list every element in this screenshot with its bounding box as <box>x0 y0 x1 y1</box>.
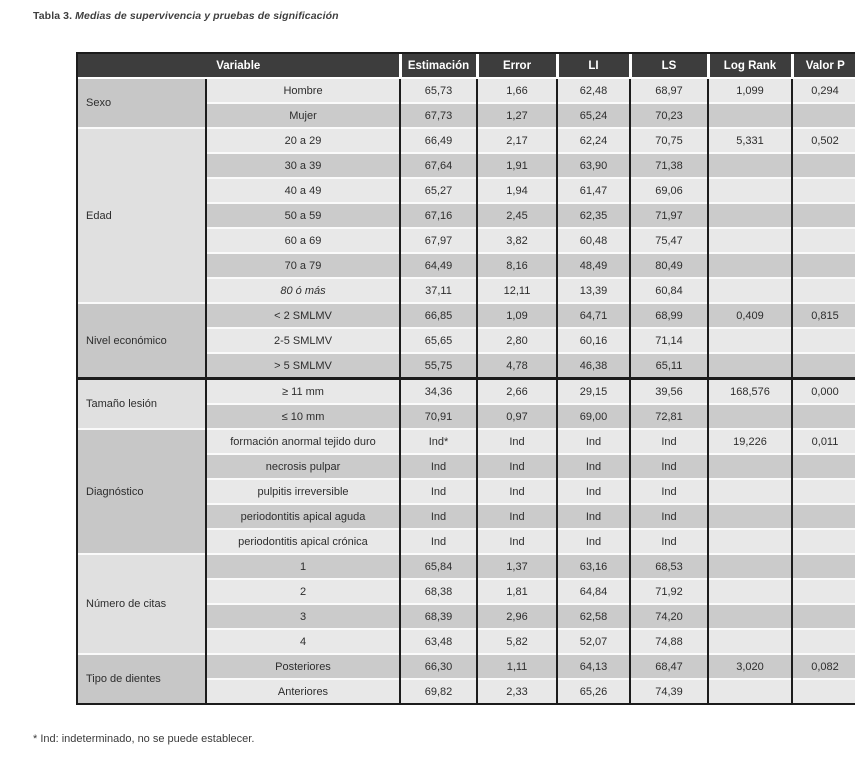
value-cell-error: Ind <box>477 529 557 554</box>
value-cell-li: 63,90 <box>557 153 630 178</box>
value-cell-ls: 74,88 <box>630 629 708 654</box>
value-cell-estimacion: 65,73 <box>400 78 477 103</box>
value-cell-valor-p: 0,502 <box>792 128 855 153</box>
table-row <box>78 303 855 328</box>
value-cell-li: Ind <box>557 479 630 504</box>
value-cell-log-rank <box>708 228 792 253</box>
header-row <box>78 54 855 78</box>
group-label-tipo-de-dientes: Tipo de dientes <box>78 654 206 703</box>
value-cell-log-rank <box>708 253 792 278</box>
value-cell-log-rank <box>708 353 792 379</box>
value-cell-valor-p: 0,294 <box>792 78 855 103</box>
value-cell-estimacion: Ind <box>400 529 477 554</box>
variable-cell: periodontitis apical crónica <box>206 529 400 554</box>
variable-cell: 30 a 39 <box>206 153 400 178</box>
value-cell-log-rank: 3,020 <box>708 654 792 679</box>
value-cell-log-rank <box>708 328 792 353</box>
value-cell-log-rank <box>708 404 792 429</box>
value-cell-estimacion: 67,73 <box>400 103 477 128</box>
variable-cell: formación anormal tejido duro <box>206 429 400 454</box>
value-cell-ls: 80,49 <box>630 253 708 278</box>
value-cell-valor-p <box>792 554 855 579</box>
value-cell-error: 2,45 <box>477 203 557 228</box>
value-cell-log-rank <box>708 103 792 128</box>
column-header-valor-p: Valor P <box>792 54 855 78</box>
value-cell-estimacion: 64,49 <box>400 253 477 278</box>
value-cell-error: Ind <box>477 429 557 454</box>
variable-cell: > 5 SMLMV <box>206 353 400 379</box>
value-cell-estimacion: 65,27 <box>400 178 477 203</box>
footnote: * Ind: indeterminado, no se puede establecer. <box>33 733 255 745</box>
value-cell-li: 46,38 <box>557 353 630 379</box>
value-cell-log-rank: 168,576 <box>708 379 792 405</box>
value-cell-log-rank <box>708 203 792 228</box>
value-cell-estimacion: 65,84 <box>400 554 477 579</box>
value-cell-li: Ind <box>557 529 630 554</box>
variable-cell: < 2 SMLMV <box>206 303 400 328</box>
value-cell-li: 65,26 <box>557 679 630 703</box>
value-cell-li: Ind <box>557 429 630 454</box>
table-caption <box>33 10 339 22</box>
value-cell-li: 13,39 <box>557 278 630 303</box>
value-cell-li: 60,48 <box>557 228 630 253</box>
value-cell-log-rank: 19,226 <box>708 429 792 454</box>
value-cell-log-rank <box>708 178 792 203</box>
variable-cell: ≤ 10 mm <box>206 404 400 429</box>
variable-cell: Mujer <box>206 103 400 128</box>
value-cell-li: 61,47 <box>557 178 630 203</box>
group-label-numero-de-citas: Número de citas <box>78 554 206 654</box>
value-cell-valor-p <box>792 203 855 228</box>
value-cell-valor-p <box>792 504 855 529</box>
variable-cell: periodontitis apical aguda <box>206 504 400 529</box>
value-cell-ls: 60,84 <box>630 278 708 303</box>
value-cell-log-rank: 1,099 <box>708 78 792 103</box>
value-cell-ls: 68,97 <box>630 78 708 103</box>
value-cell-estimacion: 68,39 <box>400 604 477 629</box>
value-cell-valor-p <box>792 328 855 353</box>
table-row <box>78 78 855 103</box>
value-cell-li: 60,16 <box>557 328 630 353</box>
value-cell-error: Ind <box>477 454 557 479</box>
value-cell-estimacion: 70,91 <box>400 404 477 429</box>
value-cell-error: 2,80 <box>477 328 557 353</box>
value-cell-valor-p <box>792 404 855 429</box>
value-cell-error: 4,78 <box>477 353 557 379</box>
value-cell-valor-p <box>792 529 855 554</box>
value-cell-error: Ind <box>477 504 557 529</box>
value-cell-li: 52,07 <box>557 629 630 654</box>
value-cell-ls: 69,06 <box>630 178 708 203</box>
value-cell-li: 29,15 <box>557 379 630 405</box>
value-cell-ls: 74,39 <box>630 679 708 703</box>
value-cell-error: 2,66 <box>477 379 557 405</box>
group-label-tamano-lesion: Tamaño lesión <box>78 379 206 430</box>
value-cell-estimacion: Ind <box>400 504 477 529</box>
variable-cell: 1 <box>206 554 400 579</box>
variable-cell: necrosis pulpar <box>206 454 400 479</box>
value-cell-ls: 74,20 <box>630 604 708 629</box>
value-cell-estimacion: 65,65 <box>400 328 477 353</box>
table-row <box>78 554 855 579</box>
caption-title: Medias de supervivencia y pruebas de significación <box>75 10 339 22</box>
table-row <box>78 654 855 679</box>
table-row <box>78 379 855 405</box>
value-cell-li: Ind <box>557 454 630 479</box>
variable-cell: 80 ó más <box>206 278 400 303</box>
value-cell-li: 62,48 <box>557 78 630 103</box>
value-cell-log-rank <box>708 278 792 303</box>
value-cell-error: 3,82 <box>477 228 557 253</box>
value-cell-error: Ind <box>477 479 557 504</box>
value-cell-error: 8,16 <box>477 253 557 278</box>
value-cell-error: 12,11 <box>477 278 557 303</box>
variable-cell: Hombre <box>206 78 400 103</box>
variable-cell: 3 <box>206 604 400 629</box>
value-cell-estimacion: Ind <box>400 479 477 504</box>
value-cell-valor-p <box>792 679 855 703</box>
value-cell-error: 2,17 <box>477 128 557 153</box>
value-cell-estimacion: 63,48 <box>400 629 477 654</box>
value-cell-log-rank <box>708 479 792 504</box>
variable-cell: 2-5 SMLMV <box>206 328 400 353</box>
column-header-error: Error <box>477 54 557 78</box>
value-cell-valor-p: 0,011 <box>792 429 855 454</box>
column-header-li: LI <box>557 54 630 78</box>
value-cell-error: 1,91 <box>477 153 557 178</box>
group-label-diagnostico: Diagnóstico <box>78 429 206 554</box>
value-cell-valor-p <box>792 604 855 629</box>
value-cell-error: 1,27 <box>477 103 557 128</box>
value-cell-li: Ind <box>557 504 630 529</box>
value-cell-log-rank <box>708 554 792 579</box>
value-cell-ls: 72,81 <box>630 404 708 429</box>
value-cell-error: 0,97 <box>477 404 557 429</box>
value-cell-li: 65,24 <box>557 103 630 128</box>
value-cell-ls: Ind <box>630 504 708 529</box>
variable-cell: 60 a 69 <box>206 228 400 253</box>
value-cell-valor-p <box>792 454 855 479</box>
variable-cell: Posteriores <box>206 654 400 679</box>
value-cell-error: 5,82 <box>477 629 557 654</box>
value-cell-ls: 71,92 <box>630 579 708 604</box>
value-cell-log-rank <box>708 454 792 479</box>
value-cell-ls: 68,47 <box>630 654 708 679</box>
value-cell-error: 1,81 <box>477 579 557 604</box>
variable-cell: ≥ 11 mm <box>206 379 400 405</box>
value-cell-estimacion: 55,75 <box>400 353 477 379</box>
value-cell-ls: 70,23 <box>630 103 708 128</box>
value-cell-error: 1,66 <box>477 78 557 103</box>
value-cell-ls: 71,14 <box>630 328 708 353</box>
value-cell-estimacion: 34,36 <box>400 379 477 405</box>
value-cell-ls: 68,53 <box>630 554 708 579</box>
caption-prefix: Tabla 3. <box>33 10 73 22</box>
value-cell-log-rank <box>708 504 792 529</box>
value-cell-estimacion: 67,64 <box>400 153 477 178</box>
value-cell-log-rank <box>708 679 792 703</box>
value-cell-ls: Ind <box>630 529 708 554</box>
value-cell-ls: Ind <box>630 454 708 479</box>
value-cell-estimacion: 66,49 <box>400 128 477 153</box>
value-cell-valor-p <box>792 103 855 128</box>
value-cell-valor-p <box>792 353 855 379</box>
value-cell-log-rank <box>708 153 792 178</box>
survival-table-wrapper <box>76 52 855 705</box>
value-cell-estimacion: Ind <box>400 454 477 479</box>
value-cell-valor-p <box>792 479 855 504</box>
value-cell-valor-p <box>792 228 855 253</box>
value-cell-valor-p <box>792 629 855 654</box>
column-header-log-rank: Log Rank <box>708 54 792 78</box>
variable-cell: 40 a 49 <box>206 178 400 203</box>
value-cell-ls: 65,11 <box>630 353 708 379</box>
value-cell-valor-p: 0,082 <box>792 654 855 679</box>
value-cell-ls: 70,75 <box>630 128 708 153</box>
value-cell-error: 1,94 <box>477 178 557 203</box>
value-cell-error: 2,96 <box>477 604 557 629</box>
value-cell-valor-p: 0,000 <box>792 379 855 405</box>
value-cell-ls: Ind <box>630 429 708 454</box>
variable-cell: 4 <box>206 629 400 654</box>
column-header-estimacion: Estimación <box>400 54 477 78</box>
value-cell-valor-p <box>792 579 855 604</box>
value-cell-li: 62,58 <box>557 604 630 629</box>
value-cell-estimacion: Ind* <box>400 429 477 454</box>
value-cell-log-rank <box>708 579 792 604</box>
value-cell-error: 1,37 <box>477 554 557 579</box>
value-cell-valor-p <box>792 278 855 303</box>
value-cell-estimacion: 66,30 <box>400 654 477 679</box>
value-cell-error: 1,09 <box>477 303 557 328</box>
value-cell-estimacion: 68,38 <box>400 579 477 604</box>
variable-cell: 50 a 59 <box>206 203 400 228</box>
value-cell-li: 62,24 <box>557 128 630 153</box>
group-label-edad: Edad <box>78 128 206 303</box>
value-cell-ls: Ind <box>630 479 708 504</box>
table-row <box>78 128 855 153</box>
column-header-variable: Variable <box>78 54 400 78</box>
variable-cell: 20 a 29 <box>206 128 400 153</box>
value-cell-estimacion: 66,85 <box>400 303 477 328</box>
value-cell-li: 64,71 <box>557 303 630 328</box>
variable-cell: 70 a 79 <box>206 253 400 278</box>
value-cell-log-rank <box>708 529 792 554</box>
table-row <box>78 429 855 454</box>
variable-cell: 2 <box>206 579 400 604</box>
value-cell-li: 64,84 <box>557 579 630 604</box>
value-cell-ls: 71,97 <box>630 203 708 228</box>
value-cell-estimacion: 37,11 <box>400 278 477 303</box>
group-label-sexo: Sexo <box>78 78 206 128</box>
group-label-nivel-economico: Nivel económico <box>78 303 206 379</box>
value-cell-estimacion: 67,97 <box>400 228 477 253</box>
value-cell-valor-p <box>792 153 855 178</box>
value-cell-log-rank <box>708 629 792 654</box>
value-cell-ls: 75,47 <box>630 228 708 253</box>
value-cell-estimacion: 67,16 <box>400 203 477 228</box>
variable-cell: pulpitis irreversible <box>206 479 400 504</box>
value-cell-error: 1,11 <box>477 654 557 679</box>
value-cell-log-rank: 0,409 <box>708 303 792 328</box>
value-cell-li: 64,13 <box>557 654 630 679</box>
variable-cell: Anteriores <box>206 679 400 703</box>
value-cell-valor-p <box>792 178 855 203</box>
value-cell-ls: 39,56 <box>630 379 708 405</box>
value-cell-ls: 71,38 <box>630 153 708 178</box>
survival-table <box>78 54 855 703</box>
value-cell-li: 48,49 <box>557 253 630 278</box>
value-cell-log-rank <box>708 604 792 629</box>
value-cell-ls: 68,99 <box>630 303 708 328</box>
value-cell-li: 63,16 <box>557 554 630 579</box>
value-cell-li: 62,35 <box>557 203 630 228</box>
value-cell-li: 69,00 <box>557 404 630 429</box>
value-cell-log-rank: 5,331 <box>708 128 792 153</box>
value-cell-valor-p: 0,815 <box>792 303 855 328</box>
value-cell-error: 2,33 <box>477 679 557 703</box>
value-cell-valor-p <box>792 253 855 278</box>
column-header-ls: LS <box>630 54 708 78</box>
value-cell-estimacion: 69,82 <box>400 679 477 703</box>
